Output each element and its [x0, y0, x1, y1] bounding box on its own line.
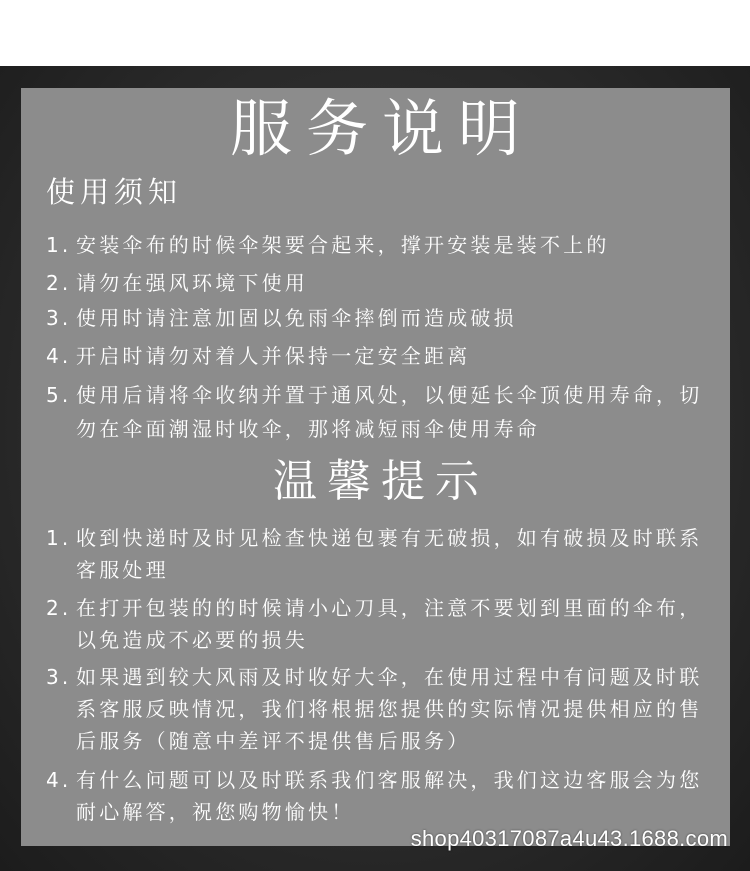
item-number: 1.	[46, 526, 72, 550]
item-text: 使用时请注意加固以免雨伞摔倒而造成破损	[76, 306, 517, 330]
tips-title: 温馨提示	[273, 456, 489, 507]
item-text: 有什么问题可以及时联系我们客服解决，我们这边客服会为您耐心解答，祝您购物愉快！	[76, 768, 703, 824]
item-text: 如果遇到较大风雨及时收好大伞，在使用过程中有问题及时联系客服反映情况，我们将根据您提供的实际情况提供相应的售后服务（随意中差评不提供售后服务）	[76, 665, 703, 753]
item-number: 4.	[46, 344, 72, 368]
item-text: 开启时请勿对着人并保持一定安全距离	[76, 344, 471, 368]
item-text: 在打开包装的的时候请小心刀具，注意不要划到里面的伞布，以免造成不必要的损失	[76, 596, 703, 652]
list-item	[46, 661, 710, 757]
item-text: 安装伞布的时候伞架要合起来，撑开安装是装不上的	[76, 233, 610, 257]
item-number: 3.	[46, 665, 72, 689]
item-number: 4.	[46, 768, 72, 792]
list-item	[46, 764, 710, 828]
page-title: 服务说明	[229, 92, 534, 165]
item-text: 收到快递时及时见检查快递包裹有无破损，如有破损及时联系客服处理	[76, 526, 703, 582]
item-number: 2.	[46, 271, 72, 295]
item-number: 3.	[46, 306, 72, 330]
item-number: 5.	[46, 383, 72, 407]
list-item	[46, 522, 710, 586]
item-text: 使用后请将伞收纳并置于通风处，以便延长伞顶使用寿命，切勿在伞面潮湿时收伞，那将减短雨伞使用寿命	[76, 383, 703, 441]
item-text: 请勿在强风环境下使用	[76, 271, 308, 295]
item-number: 2.	[46, 596, 72, 620]
usage-heading: 使用须知	[46, 175, 183, 209]
list-item	[46, 592, 710, 656]
shop-watermark: shop40317087a4u43.1688.com	[410, 826, 728, 851]
item-number: 1.	[46, 233, 72, 257]
